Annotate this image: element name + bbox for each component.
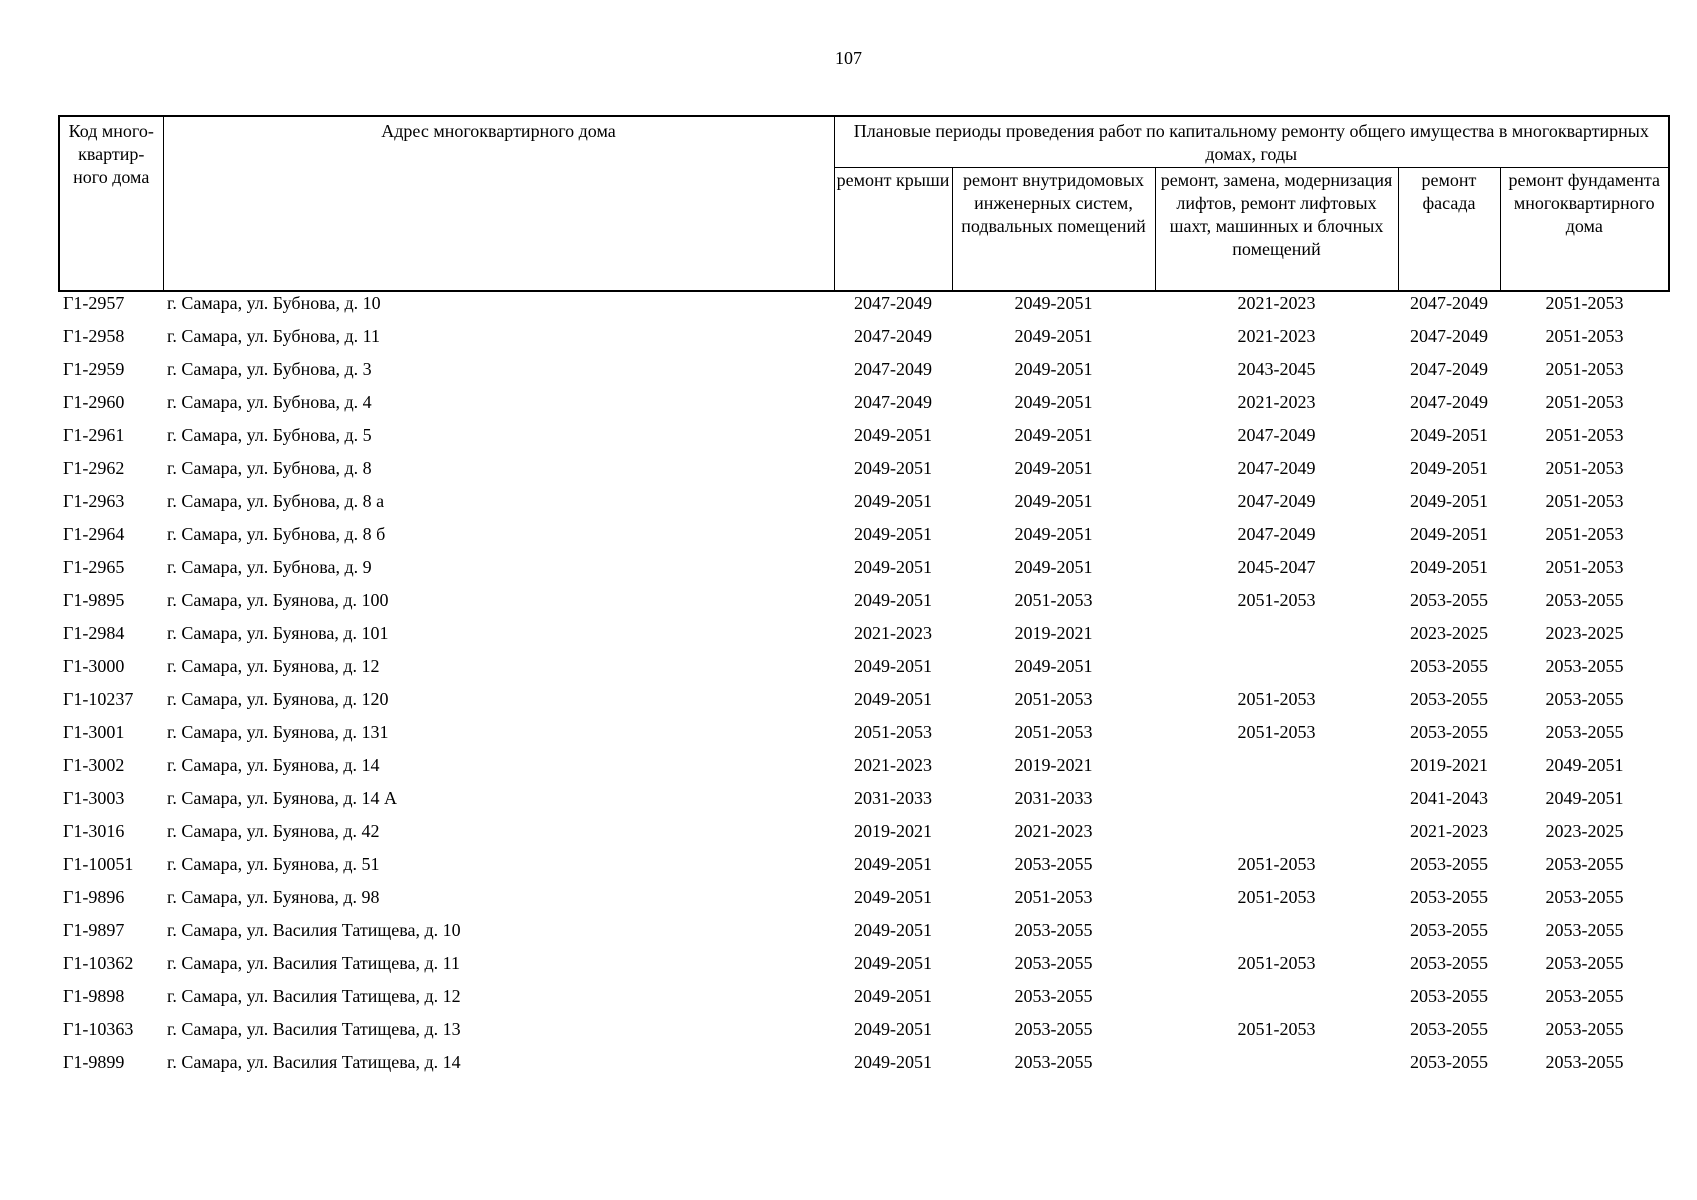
cell-code: Г1-9899 [63, 1052, 125, 1072]
cell-lifts [1155, 617, 1398, 650]
cell-systems: 2053-2055 [1014, 986, 1093, 1006]
cell-lifts: 2051-2053 [1237, 953, 1316, 973]
cell-address: г. Самара, ул. Буянова, д. 131 [167, 722, 389, 742]
cell-lifts: 2047-2049 [1237, 491, 1316, 511]
cell-roof: 2049-2051 [854, 491, 932, 511]
table-row [59, 980, 1669, 1013]
cell-systems: 2053-2055 [1014, 920, 1093, 940]
table-row [59, 881, 1669, 914]
cell-facade: 2047-2049 [1410, 326, 1488, 346]
cell-address: г. Самара, ул. Василия Татищева, д. 10 [167, 920, 461, 940]
cell-lifts [1155, 980, 1398, 1013]
cell-roof: 2021-2023 [854, 623, 932, 643]
cell-facade: 2047-2049 [1410, 359, 1488, 379]
table-row [59, 617, 1669, 650]
cell-roof: 2049-2051 [854, 458, 932, 478]
cell-address: г. Самара, ул. Бубнова, д. 11 [167, 326, 380, 346]
header-code: Код много-квартир-ного дома [59, 116, 163, 291]
cell-code: Г1-2962 [63, 458, 125, 478]
cell-systems: 2053-2055 [1014, 1019, 1093, 1039]
cell-foundation: 2053-2055 [1545, 986, 1624, 1006]
cell-address: г. Самара, ул. Василия Татищева, д. 13 [167, 1019, 461, 1039]
table-row [59, 683, 1669, 716]
cell-foundation: 2053-2055 [1545, 887, 1624, 907]
cell-foundation: 2051-2053 [1545, 491, 1624, 511]
cell-lifts: 2021-2023 [1237, 392, 1316, 412]
cell-facade: 2053-2055 [1410, 986, 1488, 1006]
cell-roof: 2049-2051 [854, 854, 932, 874]
cell-systems: 2053-2055 [1014, 953, 1093, 973]
cell-roof: 2049-2051 [854, 986, 932, 1006]
header-address: Адрес многоквартирного дома [163, 116, 834, 291]
header-foundation: ремонт фундамента многоквартирного дома [1500, 168, 1669, 291]
cell-systems: 2049-2051 [1014, 491, 1093, 511]
cell-address: г. Самара, ул. Бубнова, д. 5 [167, 425, 372, 445]
cell-address: г. Самара, ул. Бубнова, д. 8 [167, 458, 372, 478]
cell-code: Г1-2960 [63, 392, 125, 412]
cell-lifts: 2051-2053 [1237, 1019, 1316, 1039]
cell-code: Г1-2957 [63, 292, 125, 313]
cell-lifts [1155, 914, 1398, 947]
cell-address: г. Самара, ул. Бубнова, д. 3 [167, 359, 372, 379]
cell-address: г. Самара, ул. Василия Татищева, д. 12 [167, 986, 461, 1006]
cell-address: г. Самара, ул. Бубнова, д. 8 б [167, 524, 386, 544]
table-header [59, 116, 1669, 291]
cell-address: г. Самара, ул. Буянова, д. 12 [167, 656, 380, 676]
header-facade: ремонт фасада [1398, 168, 1500, 291]
cell-address: г. Самара, ул. Буянова, д. 14 А [167, 788, 398, 808]
cell-address: г. Самара, ул. Василия Татищева, д. 14 [167, 1052, 461, 1072]
cell-facade: 2053-2055 [1410, 590, 1488, 610]
table-row [59, 716, 1669, 749]
cell-systems: 2049-2051 [1014, 557, 1093, 577]
cell-address: г. Самара, ул. Бубнова, д. 9 [167, 557, 372, 577]
cell-code: Г1-10362 [63, 953, 134, 973]
cell-lifts: 2045-2047 [1237, 557, 1316, 577]
cell-facade: 2053-2055 [1410, 854, 1488, 874]
cell-code: Г1-2963 [63, 491, 125, 511]
table-row [59, 782, 1669, 815]
cell-lifts: 2021-2023 [1237, 326, 1316, 346]
table-row [59, 947, 1669, 980]
cell-roof: 2049-2051 [854, 656, 932, 676]
cell-facade: 2053-2055 [1410, 656, 1488, 676]
cell-roof: 2049-2051 [854, 590, 932, 610]
cell-lifts: 2021-2023 [1237, 292, 1316, 313]
table-row [59, 584, 1669, 617]
cell-roof: 2047-2049 [854, 326, 932, 346]
page-number: 107 [835, 48, 862, 68]
cell-lifts: 2051-2053 [1237, 590, 1316, 610]
cell-foundation: 2053-2055 [1545, 722, 1624, 742]
cell-code: Г1-3001 [63, 722, 125, 742]
cell-lifts: 2043-2045 [1237, 359, 1316, 379]
table-row [59, 320, 1669, 353]
cell-roof: 2047-2049 [854, 359, 932, 379]
cell-systems: 2019-2021 [1014, 755, 1093, 775]
cell-facade: 2021-2023 [1410, 821, 1488, 841]
cell-foundation: 2051-2053 [1545, 292, 1624, 313]
cell-facade: 2053-2055 [1410, 887, 1488, 907]
cell-foundation: 2053-2055 [1545, 1019, 1624, 1039]
table-row [59, 485, 1669, 518]
cell-lifts: 2047-2049 [1237, 425, 1316, 445]
cell-address: г. Самара, ул. Буянова, д. 51 [167, 854, 380, 874]
cell-systems: 2051-2053 [1014, 689, 1093, 709]
cell-foundation: 2023-2025 [1545, 623, 1624, 643]
cell-facade: 2053-2055 [1410, 722, 1488, 742]
cell-roof: 2051-2053 [854, 722, 932, 742]
cell-facade: 2049-2051 [1410, 425, 1488, 445]
cell-systems: 2021-2023 [1014, 821, 1093, 841]
cell-systems: 2049-2051 [1014, 458, 1093, 478]
cell-address: г. Самара, ул. Буянова, д. 98 [167, 887, 380, 907]
cell-foundation: 2053-2055 [1545, 854, 1624, 874]
header-roof: ремонт крыши [834, 168, 952, 291]
cell-code: Г1-3000 [63, 656, 125, 676]
cell-systems: 2051-2053 [1014, 887, 1093, 907]
cell-address: г. Самара, ул. Василия Татищева, д. 11 [167, 953, 460, 973]
table-row [59, 914, 1669, 947]
cell-foundation: 2051-2053 [1545, 425, 1624, 445]
cell-roof: 2049-2051 [854, 1019, 932, 1039]
cell-roof: 2049-2051 [854, 953, 932, 973]
cell-lifts: 2051-2053 [1237, 854, 1316, 874]
table-row [59, 749, 1669, 782]
cell-facade: 2053-2055 [1410, 920, 1488, 940]
cell-systems: 2049-2051 [1014, 656, 1093, 676]
cell-address: г. Самара, ул. Буянова, д. 101 [167, 623, 389, 643]
table-row [59, 650, 1669, 683]
cell-foundation: 2049-2051 [1545, 788, 1624, 808]
cell-address: г. Самара, ул. Буянова, д. 120 [167, 689, 389, 709]
cell-lifts [1155, 749, 1398, 782]
cell-foundation: 2051-2053 [1545, 359, 1624, 379]
cell-systems: 2049-2051 [1014, 292, 1093, 313]
cell-roof: 2049-2051 [854, 1052, 932, 1072]
cell-facade: 2047-2049 [1410, 292, 1488, 313]
cell-roof: 2049-2051 [854, 557, 932, 577]
cell-roof: 2049-2051 [854, 887, 932, 907]
cell-code: Г1-10051 [63, 854, 134, 874]
cell-systems: 2049-2051 [1014, 524, 1093, 544]
cell-code: Г1-3016 [63, 821, 125, 841]
cell-facade: 2049-2051 [1410, 458, 1488, 478]
cell-facade: 2053-2055 [1410, 953, 1488, 973]
cell-roof: 2049-2051 [854, 524, 932, 544]
cell-roof: 2049-2051 [854, 425, 932, 445]
cell-lifts: 2047-2049 [1237, 458, 1316, 478]
cell-facade: 2019-2021 [1410, 755, 1488, 775]
cell-systems: 2049-2051 [1014, 425, 1093, 445]
table-row [59, 518, 1669, 551]
cell-lifts: 2051-2053 [1237, 887, 1316, 907]
cell-foundation: 2051-2053 [1545, 458, 1624, 478]
cell-code: Г1-2965 [63, 557, 125, 577]
cell-systems: 2019-2021 [1014, 623, 1093, 643]
cell-systems: 2053-2055 [1014, 1052, 1093, 1072]
table-row [59, 386, 1669, 419]
cell-code: Г1-2958 [63, 326, 125, 346]
cell-code: Г1-2984 [63, 623, 125, 643]
cell-facade: 2053-2055 [1410, 1052, 1488, 1072]
cell-code: Г1-10237 [63, 689, 134, 709]
cell-roof: 2047-2049 [854, 292, 932, 313]
cell-code: Г1-9897 [63, 920, 125, 940]
cell-address: г. Самара, ул. Бубнова, д. 10 [167, 292, 381, 313]
cell-facade: 2049-2051 [1410, 557, 1488, 577]
cell-facade: 2041-2043 [1410, 788, 1488, 808]
cell-foundation: 2051-2053 [1545, 557, 1624, 577]
cell-code: Г1-2964 [63, 524, 125, 544]
cell-foundation: 2051-2053 [1545, 326, 1624, 346]
cell-facade: 2049-2051 [1410, 491, 1488, 511]
cell-roof: 2031-2033 [854, 788, 932, 808]
cell-roof: 2047-2049 [854, 392, 932, 412]
cell-facade: 2047-2049 [1410, 392, 1488, 412]
cell-lifts: 2047-2049 [1237, 524, 1316, 544]
cell-systems: 2051-2053 [1014, 722, 1093, 742]
cell-foundation: 2053-2055 [1545, 689, 1624, 709]
cell-roof: 2021-2023 [854, 755, 932, 775]
cell-lifts [1155, 782, 1398, 815]
cell-address: г. Самара, ул. Бубнова, д. 8 а [167, 491, 385, 511]
header-systems: ремонт внутридомовых инженерных систем, подвальных помещений [952, 168, 1155, 291]
cell-systems: 2049-2051 [1014, 359, 1093, 379]
cell-facade: 2053-2055 [1410, 1019, 1488, 1039]
cell-foundation: 2049-2051 [1545, 755, 1624, 775]
cell-code: Г1-10363 [63, 1019, 134, 1039]
repair-schedule-table [58, 115, 1670, 1079]
cell-code: Г1-2961 [63, 425, 125, 445]
cell-roof: 2049-2051 [854, 920, 932, 940]
cell-code: Г1-3003 [63, 788, 125, 808]
cell-systems: 2031-2033 [1014, 788, 1093, 808]
cell-address: г. Самара, ул. Буянова, д. 14 [167, 755, 380, 775]
cell-address: г. Самара, ул. Бубнова, д. 4 [167, 392, 372, 412]
cell-foundation: 2053-2055 [1545, 590, 1624, 610]
table-body [59, 291, 1669, 1079]
cell-roof: 2049-2051 [854, 689, 932, 709]
cell-code: Г1-9896 [63, 887, 125, 907]
cell-foundation: 2053-2055 [1545, 920, 1624, 940]
table-row [59, 1046, 1669, 1079]
cell-foundation: 2023-2025 [1545, 821, 1624, 841]
cell-foundation: 2051-2053 [1545, 524, 1624, 544]
cell-lifts: 2051-2053 [1237, 722, 1316, 742]
cell-code: Г1-9895 [63, 590, 125, 610]
cell-systems: 2051-2053 [1014, 590, 1093, 610]
cell-lifts [1155, 815, 1398, 848]
cell-code: Г1-2959 [63, 359, 125, 379]
cell-systems: 2049-2051 [1014, 392, 1093, 412]
cell-foundation: 2053-2055 [1545, 953, 1624, 973]
header-lifts: ремонт, замена, модернизация лифтов, ремонт лифтовых шахт, машинных и блочных помещений [1155, 168, 1398, 291]
table-row [59, 419, 1669, 452]
header-periods: Плановые периоды проведения работ по капитальному ремонту общего имущества в многоквартирных домах, годы [834, 116, 1669, 168]
cell-address: г. Самара, ул. Буянова, д. 100 [167, 590, 389, 610]
cell-facade: 2049-2051 [1410, 524, 1488, 544]
table-row [59, 815, 1669, 848]
cell-foundation: 2053-2055 [1545, 656, 1624, 676]
cell-code: Г1-9898 [63, 986, 125, 1006]
cell-lifts [1155, 650, 1398, 683]
cell-systems: 2049-2051 [1014, 326, 1093, 346]
cell-systems: 2053-2055 [1014, 854, 1093, 874]
cell-address: г. Самара, ул. Буянова, д. 42 [167, 821, 380, 841]
table-row [59, 1013, 1669, 1046]
table-row [59, 551, 1669, 584]
cell-facade: 2053-2055 [1410, 689, 1488, 709]
cell-code: Г1-3002 [63, 755, 125, 775]
table-row [59, 848, 1669, 881]
cell-lifts [1155, 1046, 1398, 1079]
table-row [59, 452, 1669, 485]
cell-facade: 2023-2025 [1410, 623, 1488, 643]
cell-lifts: 2051-2053 [1237, 689, 1316, 709]
table-row [59, 353, 1669, 386]
cell-roof: 2019-2021 [854, 821, 932, 841]
cell-foundation: 2051-2053 [1545, 392, 1624, 412]
table-row [59, 291, 1669, 320]
cell-foundation: 2053-2055 [1545, 1052, 1624, 1072]
